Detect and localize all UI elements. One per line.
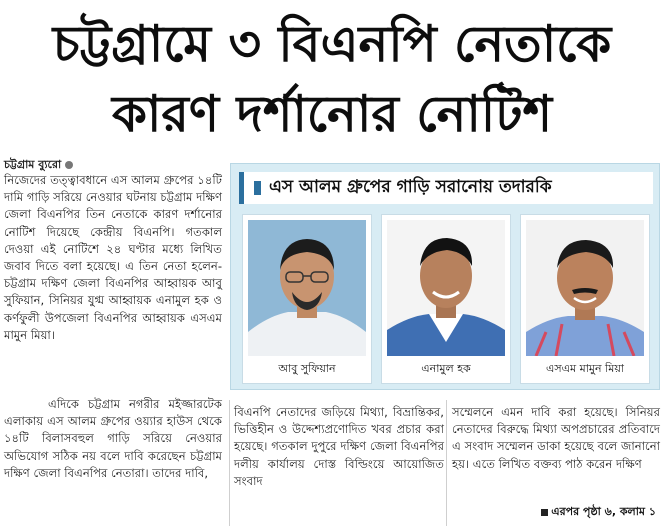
headline [0, 0, 664, 148]
portrait-sm-mamun-miya [520, 214, 650, 384]
person-photo-icon [248, 220, 366, 356]
portrait-name: আবু সুফিয়ান [278, 362, 336, 375]
portrait-name: এনামুল হক [421, 362, 471, 375]
article-column-middle: বিএনপি নেতাদের জড়িয়ে মিথ্যা, বিভ্রান্তিকর, ভিত্তিহীন ও উদ্দেশ্যপ্রণোদিত খবর প্রচার করা হয়েছে। গতকাল দুপুরে দক্ষিণ জেলা বিএনপির দলীয় কার্যালয় দোস্ত বিল্ডিংয়ে আয়োজিত সংবাদ [234, 405, 444, 488]
article-column-bottom-left [4, 396, 222, 482]
portrait-enamul-haque [381, 214, 511, 384]
caption-marker-icon [254, 181, 261, 195]
photo-box [230, 163, 660, 390]
column-divider [446, 400, 447, 526]
square-bullet-icon [541, 509, 548, 516]
portrait-abu-sufiyan [242, 214, 372, 384]
paragraph-1: নিজেদের তত্ত্বাবধানে এস আলম গ্রুপের ১৪টি দামি গাড়ি সরিয়ে নেওয়ার ঘটনায় চট্টগ্রাম দক্ষিণ জেলা বিএনপির তিন নেতাকে কারণ দর্শানোর নোটিশ দিয়েছে কেন্দ্রীয় বিএনপি। গতকাল দেওয়া এই নোটিশে ২৪ ঘণ্টার মধ্যে লিখিত জবাব দিতে বলা হয়েছে। এ তিন নেতা হলেন- চট্টগ্রাম দক্ষিণ জেলা বিএনপির আহ্বায়ক আবু সুফিয়ান, সিনিয়র যুগ্ম আহ্বায়ক এনামুল হক ও কর্ণফুলী উপজেলা বিএনপির আহ্বায়ক এসএম মামুন মিয়া। [4, 173, 222, 342]
article-bottom-columns [4, 396, 660, 526]
photo-caption-bar [239, 172, 653, 204]
continued-on-page [541, 503, 656, 522]
paragraph-2: এদিকে চট্টগ্রাম নগরীর মইজ্জারটেক এলাকায় এস আলম গ্রুপের ওয়্যার হাউস থেকে ১৪টি বিলাসবহুল গাড়ি সরিয়ে নেওয়ার অভিযোগ সঠিক নয় বলে দাবি করেছেন চট্টগ্রাম দক্ষিণ জেলা বিএনপির নেতারা। তাদের দাবি, [4, 397, 222, 480]
headline-line-2: কারণ দর্শানোর নোটিশ [111, 85, 553, 143]
article-column-right: সম্মেলনে এমন দাবি করা হয়েছে। সিনিয়র নেতাদের বিরুদ্ধে মিথ্যা অপপ্রচারের প্রতিবাদে এ সংবাদ সম্মেলন ডাকা হয়েছে বলে জানানো হয়। এতে লিখিত বক্তব্য পাঠ করেন দক্ষিণ [452, 405, 660, 471]
headline-line-1: চট্টগ্রামে ৩ বিএনপি নেতাকে [52, 15, 612, 73]
person-photo-icon [387, 220, 505, 356]
article-column-left [4, 172, 222, 344]
portrait-name: এসএম মামুন মিয়া [545, 362, 624, 375]
person-photo-icon [526, 220, 644, 356]
photo-caption: এস আলম গ্রুপের গাড়ি সরানোয় তদারকি [269, 177, 552, 197]
continued-text: এরপর পৃষ্ঠা ৬, কলাম ১ [551, 505, 656, 518]
byline-text: চট্টগ্রাম ব্যুরো [4, 158, 62, 171]
column-divider [229, 400, 230, 526]
bullet-icon [65, 161, 73, 169]
